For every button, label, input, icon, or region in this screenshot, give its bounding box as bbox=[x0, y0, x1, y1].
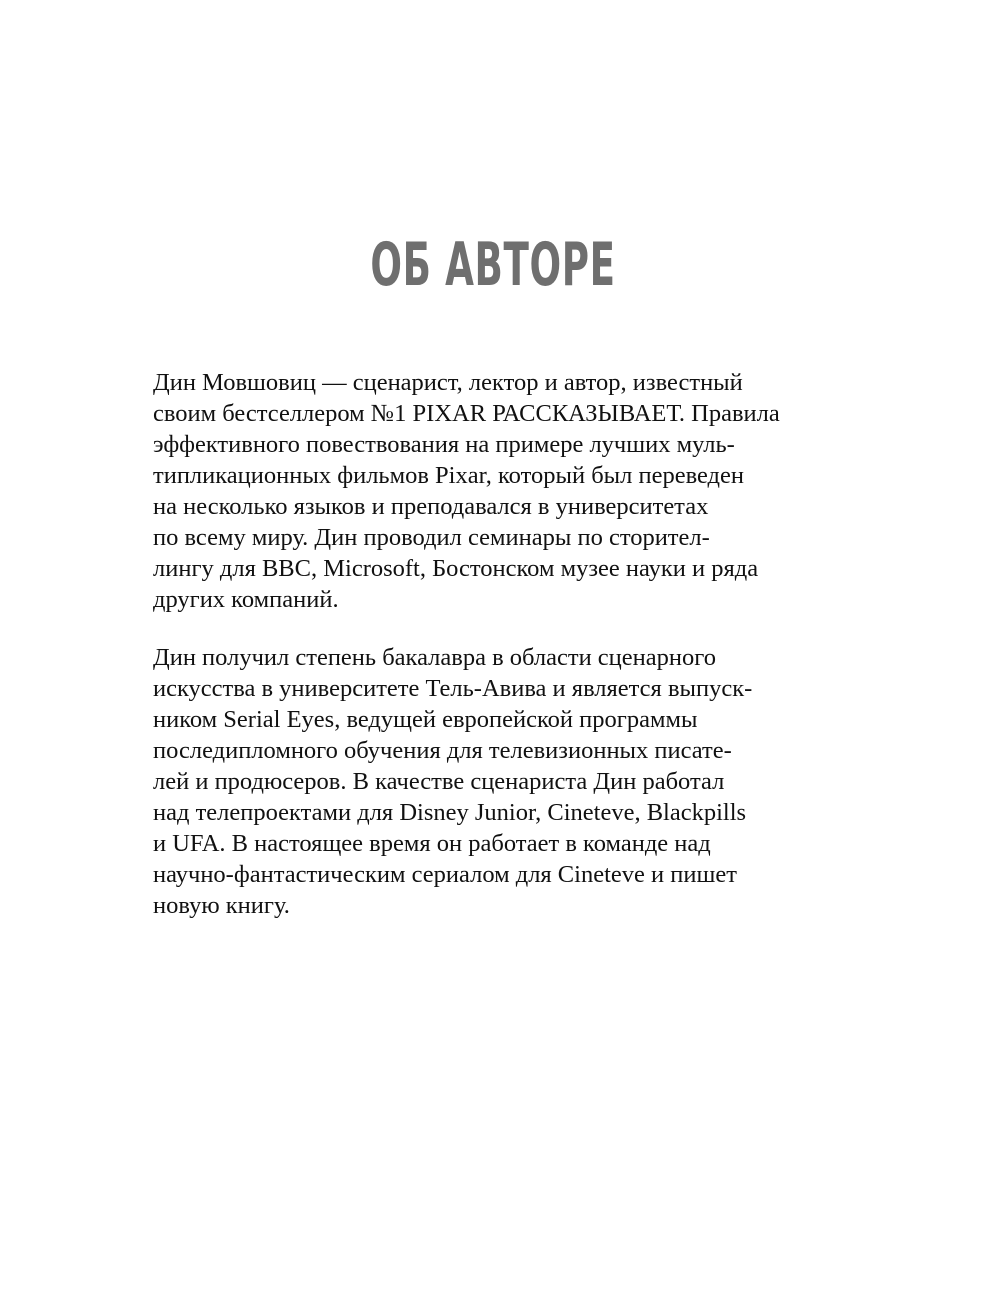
text-line: Дин Мовшовиц — сценарист, лектор и автор, известный bbox=[153, 369, 743, 396]
author-bio bbox=[153, 367, 793, 948]
text-line: лингу для BBC, Microsoft, Бостонском музее науки и ряда bbox=[153, 555, 759, 582]
text-line: последипломного обучения для телевизионных писате- bbox=[153, 737, 732, 764]
text-line: новую книгу. bbox=[153, 892, 290, 919]
text-line: лей и продюсеров. В качестве сценариста Дин работал bbox=[153, 768, 725, 795]
text-line: типликационных фильмов Pixar, который был переведен bbox=[153, 462, 745, 489]
text-line: на несколько языков и преподавался в университетах bbox=[153, 493, 709, 520]
text-line: эффективного повествования на примере лучших муль- bbox=[153, 431, 735, 458]
text-line: Дин получил степень бакалавра в области сценарного bbox=[153, 644, 716, 671]
page-title: ОБ АВТОРЕ bbox=[370, 230, 616, 300]
text-line: ником Serial Eyes, ведущей европейской программы bbox=[153, 706, 698, 733]
text-line: и UFA. В настоящее время он работает в команде над bbox=[153, 830, 711, 857]
text-line: научно-фантастическим сериалом для Cineteve и пишет bbox=[153, 861, 737, 888]
text-line: своим бестселлером №1 PIXAR РАССКАЗЫВАЕТ. Правила bbox=[153, 400, 780, 427]
text-line: по всему миру. Дин проводил семинары по сторител- bbox=[153, 524, 710, 551]
bio-paragraph-1 bbox=[153, 367, 793, 615]
text-line: над телепроектами для Disney Junior, Cineteve, Blackpills bbox=[153, 799, 747, 826]
text-line: других компаний. bbox=[153, 586, 339, 613]
bio-paragraph-2 bbox=[153, 642, 793, 921]
text-line: искусства в университете Тель-Авива и является выпуск- bbox=[153, 675, 753, 702]
